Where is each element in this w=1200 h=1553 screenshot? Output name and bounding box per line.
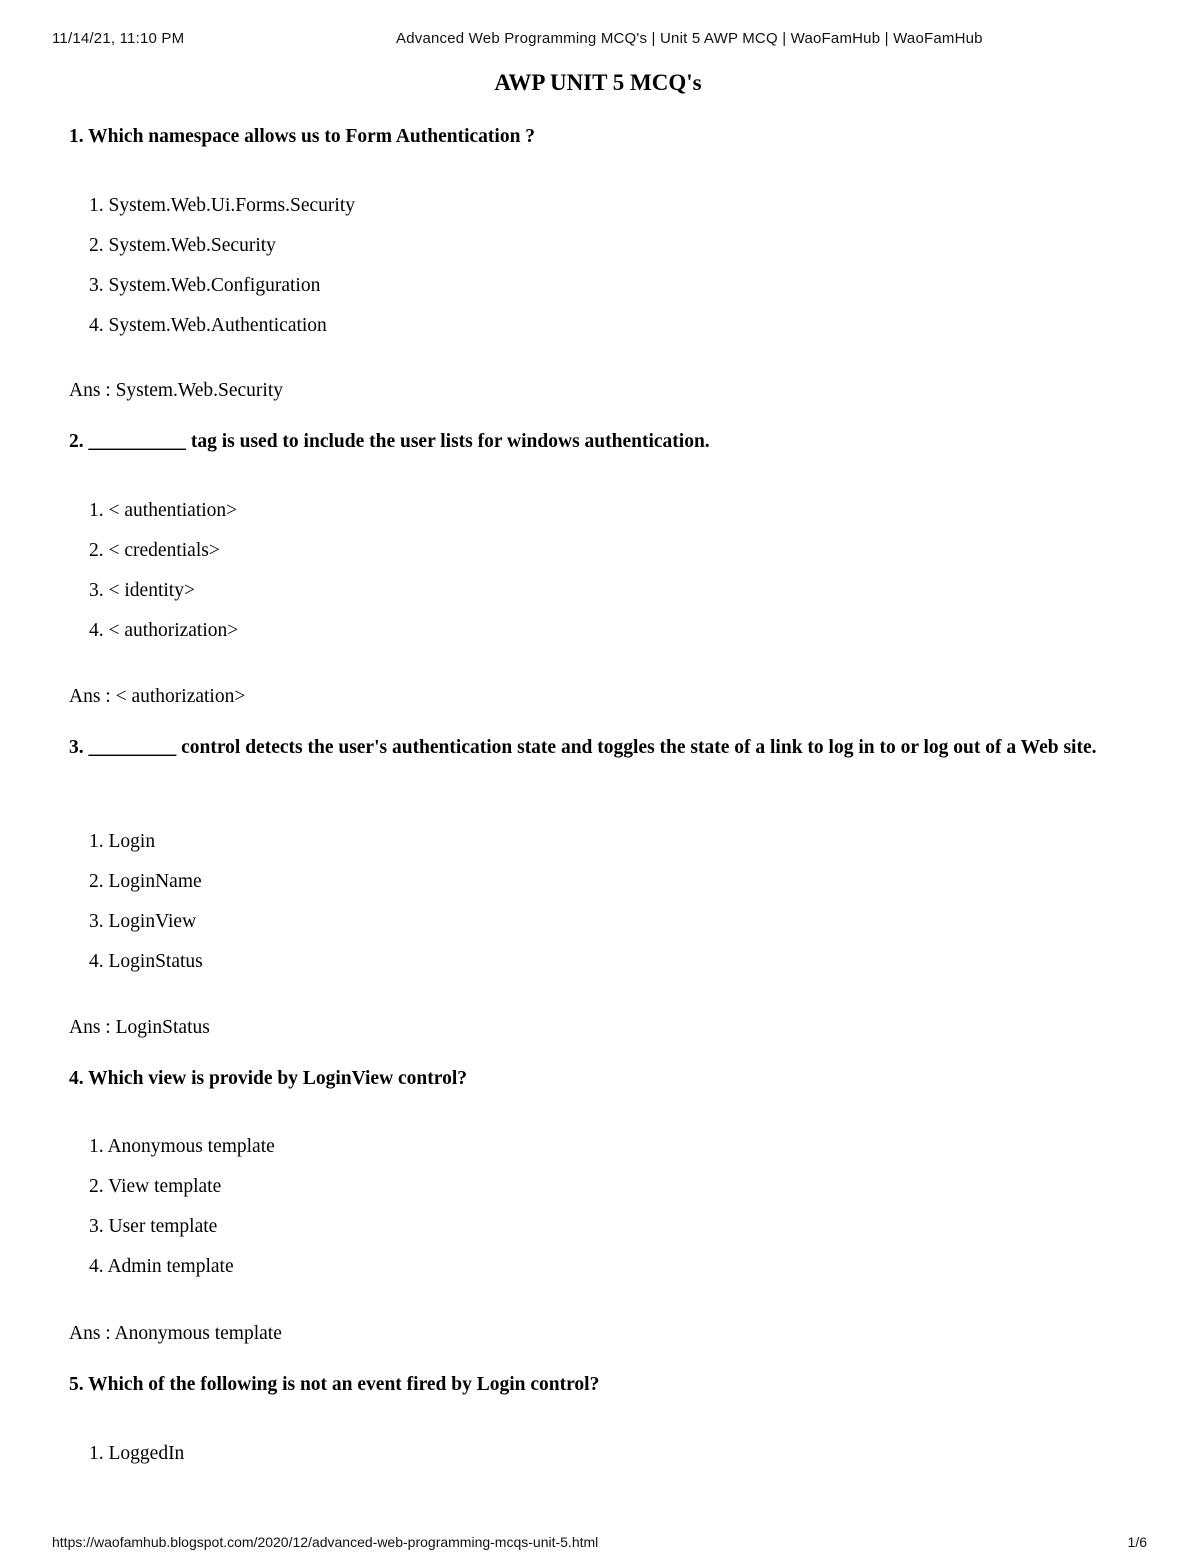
option-item: 1. < authentiation> — [89, 500, 238, 521]
options-list-3 — [89, 822, 203, 982]
question-number: 1. — [69, 126, 84, 147]
question-text: _________ control detects the user's authentication state and toggles the state of a link to log in to or log out of a Web site. — [88, 737, 1097, 758]
option-item: 1. Anonymous template — [89, 1136, 275, 1157]
print-url: https://waofamhub.blogspot.com/2020/12/advanced-web-programming-mcqs-unit-5.html — [52, 1534, 599, 1550]
question-number: 2. — [69, 431, 84, 452]
answer-1: Ans : System.Web.Security — [69, 380, 283, 401]
option-item: 3. User template — [89, 1216, 218, 1237]
option-item: 4. Admin template — [89, 1256, 234, 1277]
option-item: 4. < authorization> — [89, 620, 239, 641]
page-title: AWP UNIT 5 MCQ's — [494, 70, 702, 95]
option-item: 1. System.Web.Ui.Forms.Security — [89, 195, 356, 216]
answer-4: Ans : Anonymous template — [69, 1323, 282, 1344]
option-item: 1. LoggedIn — [89, 1443, 185, 1464]
question-2 — [69, 429, 1149, 455]
question-text: Which view is provide by LoginView control? — [88, 1068, 467, 1089]
options-list-1 — [89, 186, 355, 346]
option-item: 4. System.Web.Authentication — [89, 315, 327, 336]
answer-3: Ans : LoginStatus — [69, 1017, 210, 1038]
question-1 — [69, 124, 1149, 150]
option-item: 4. LoginStatus — [89, 951, 203, 972]
answer-2: Ans : < authorization> — [69, 686, 246, 707]
option-item: 1. Login — [89, 831, 156, 852]
question-text: Which of the following is not an event fired by Login control? — [88, 1374, 600, 1395]
question-number: 3. — [69, 737, 84, 758]
option-item: 2. < credentials> — [89, 540, 220, 561]
option-item: 2. LoginName — [89, 871, 202, 892]
question-4 — [69, 1066, 1149, 1092]
option-item: 3. < identity> — [89, 580, 195, 601]
question-3 — [69, 735, 1149, 761]
option-item: 2. System.Web.Security — [89, 235, 276, 256]
question-text: __________ tag is used to include the user lists for windows authentication. — [88, 431, 710, 452]
question-5 — [69, 1372, 1149, 1398]
options-list-4 — [89, 1127, 275, 1287]
print-page-number: 1/6 — [1127, 1534, 1147, 1550]
question-text: Which namespace allows us to Form Authentication ? — [88, 126, 536, 147]
options-list-5 — [89, 1434, 184, 1474]
print-page-title: Advanced Web Programming MCQ's | Unit 5 AWP MCQ | WaoFamHub | WaoFamHub — [396, 30, 983, 47]
option-item: 3. System.Web.Configuration — [89, 275, 321, 296]
print-datetime: 11/14/21, 11:10 PM — [52, 30, 185, 47]
option-item: 3. LoginView — [89, 911, 197, 932]
options-list-2 — [89, 491, 238, 651]
option-item: 2. View template — [89, 1176, 222, 1197]
question-number: 4. — [69, 1068, 84, 1089]
question-number: 5. — [69, 1374, 84, 1395]
